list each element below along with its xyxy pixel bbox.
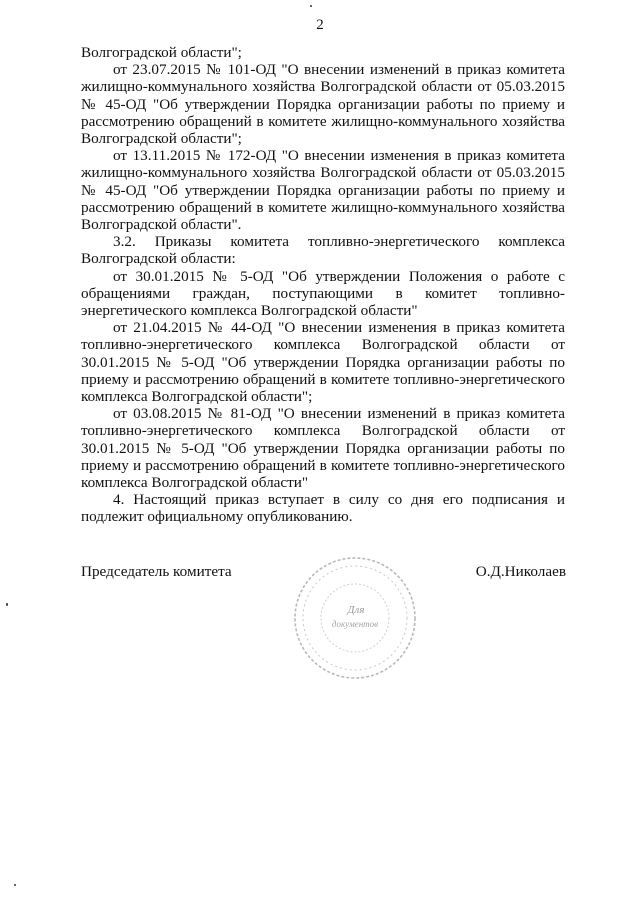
paragraph-order-44: от 21.04.2015 № 44-ОД "О внесении изменения в приказ комитета топливно-энергетического комплекса Волгоградской области от 30.01.2015 № 5-ОД "Об утверждении Порядка организации работы по приему и рассмотрению обращений в комитете топливно-энергетического комплекса Волгоградской области"; — [81, 319, 565, 406]
document-body — [81, 44, 565, 526]
paragraph-order-5: от 30.01.2015 № 5-ОД "Об утверждении Положения о работе с обращениями граждан, поступающими в комитет топливно-энергетического комплекса Волгоградской области" — [81, 267, 565, 320]
signer-title: Председатель комитета — [81, 563, 232, 580]
paragraph-order-101: от 23.07.2015 № 101-ОД "О внесении изменений в приказ комитета жилищно-коммунального хозяйства Волгоградской области от 05.03.2015 № 45-ОД "Об утверждении Порядка организации работы по приему и рассмотрению обращений в комитете жилищно-коммунального хозяйства Волгоградской области"; — [81, 61, 565, 148]
scan-speck — [310, 5, 312, 7]
scan-speck — [14, 884, 16, 886]
paragraph-section-4: 4. Настоящий приказ вступает в силу со дня его подписания и подлежит официальному опубликованию. — [81, 491, 565, 526]
stamp-text-2: документов — [331, 619, 379, 629]
paragraph-continuation: Волгоградской области"; — [81, 44, 242, 61]
signer-name: О.Д.Николаев — [475, 563, 566, 580]
stamp-inner-ring — [303, 566, 407, 670]
scan-speck — [6, 603, 8, 606]
page-number: 2 — [316, 17, 324, 33]
stamp-text-1: Для — [347, 604, 365, 616]
paragraph-section-3-2: 3.2. Приказы комитета топливно-энергетического комплекса Волгоградской области: — [81, 233, 565, 268]
paragraph-order-172: от 13.11.2015 № 172-ОД "О внесении изменения в приказ комитета жилищно-коммунального хозяйства Волгоградской области от 05.03.2015 № 45-ОД "Об утверждении Порядка организации работы по приему и рассмотрению обращений в комитете жилищно-коммунального хозяйства Волгоградской области". — [81, 147, 565, 234]
paragraph-order-81: от 03.08.2015 № 81-ОД "О внесении изменений в приказ комитета топливно-энергетического комплекса Волгоградской области от 30.01.2015 № 5-ОД "Об утверждении Порядка организации работы по приему и рассмотрению обращений в комитете топливно-энергетического комплекса Волгоградской области" — [81, 405, 565, 492]
stamp-outer-ring — [295, 558, 415, 678]
official-stamp — [290, 553, 420, 683]
stamp-center-ring — [321, 584, 389, 652]
